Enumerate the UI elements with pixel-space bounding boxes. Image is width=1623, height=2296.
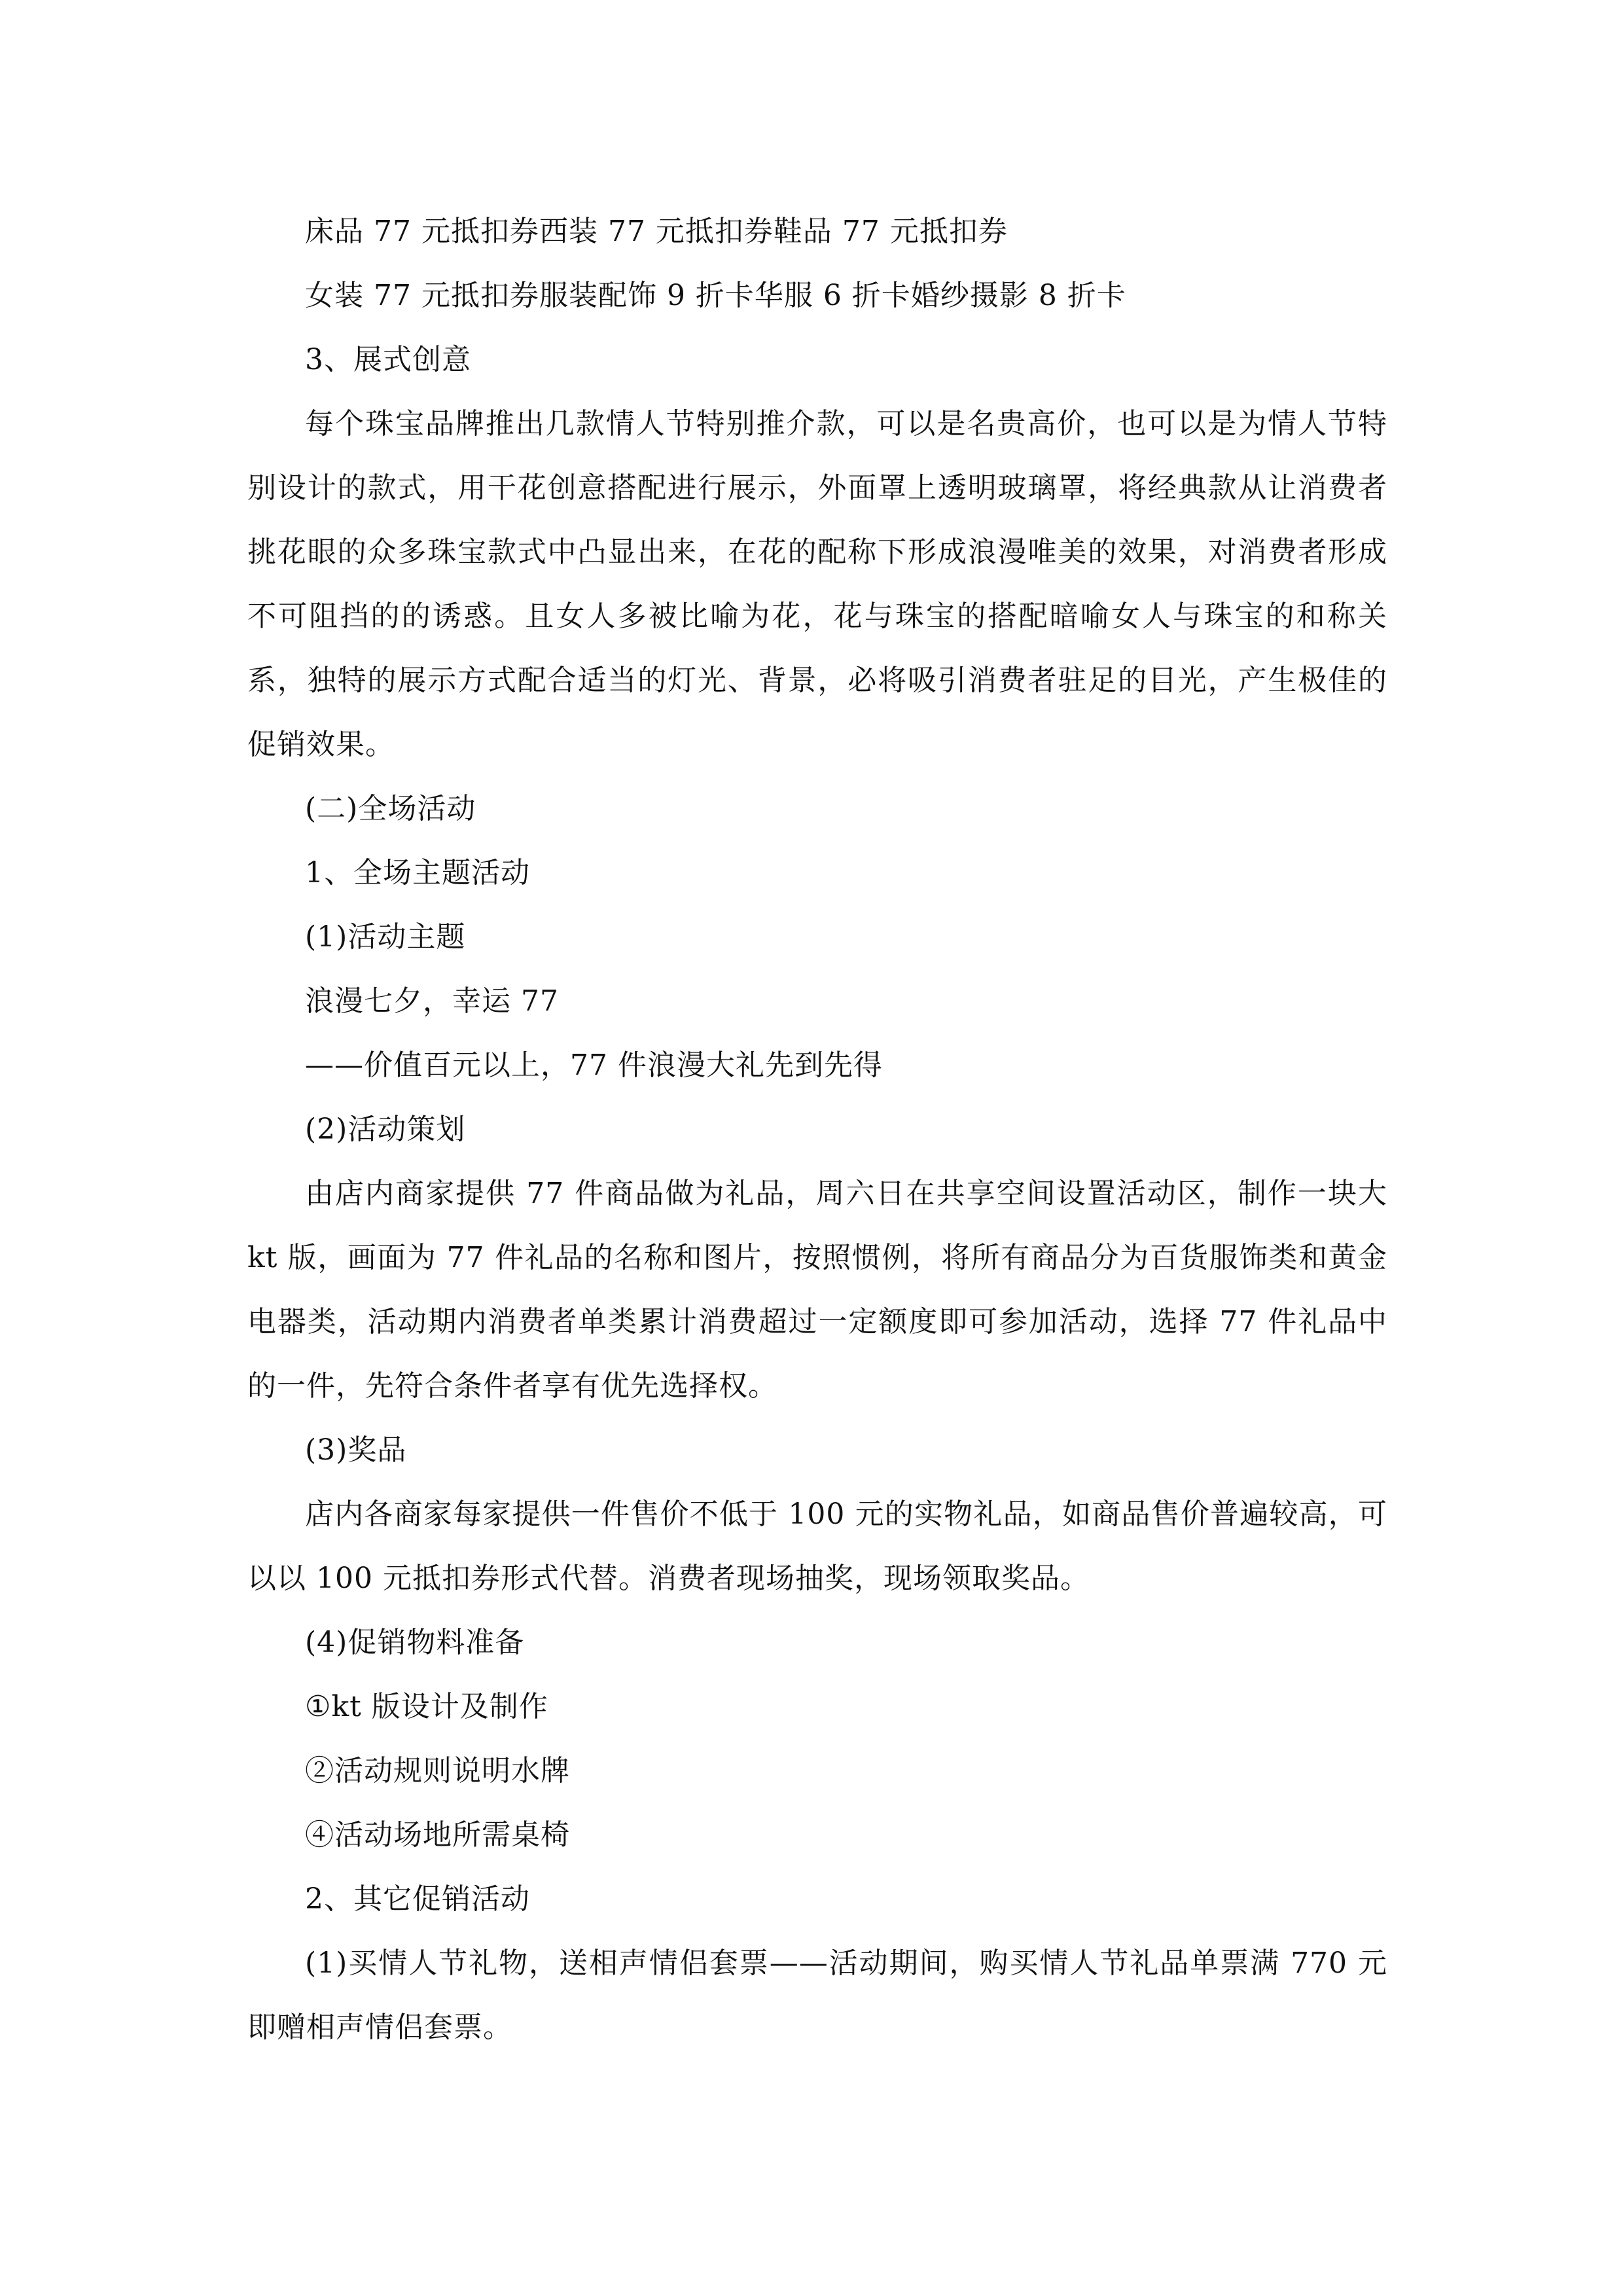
paragraph-prizes: 店内各商家每家提供一件售价不低于 100 元的实物礼品，如商品售价普遍较高，可以以 100 元抵扣券形式代替。消费者现场抽奖，现场领取奖品。	[247, 1498, 1387, 1595]
heading-promo-materials: (4)促销物料准备	[305, 1626, 525, 1659]
paragraph-vouchers-2: 女装 77 元抵扣券服装配饰 9 折卡华服 6 折卡婚纱摄影 8 折卡	[305, 279, 1126, 312]
heading-activity-theme: (1)活动主题	[305, 920, 466, 954]
paragraph-display-idea: 每个珠宝品牌推出几款情人节特别推介款，可以是名贵高价，也可以是为情人节特别设计的款式，用干花创意搭配进行展示，外面罩上透明玻璃罩，将经典款从让消费者挑花眼的众多珠宝款式中凸显出来，在花的配称下形成浪漫唯美的效果，对消费者形成不可阻挡的的诱惑。且女人多被比喻为花，花与珠宝的搭配暗喻女人与珠宝的和称关系，独特的展示方式配合适当的灯光、背景，必将吸引消费者驻足的目光，产生极佳的促销效果。	[247, 407, 1387, 761]
list-item-kt-board: ①kt 版设计及制作	[305, 1690, 548, 1723]
heading-display-idea: 3、展式创意	[305, 343, 471, 376]
list-item-rules-sign: ②活动规则说明水牌	[305, 1754, 570, 1787]
heading-storewide-activity: (二)全场活动	[305, 792, 476, 825]
paragraph-gift-tickets: (1)买情人节礼物，送相声情侣套票——活动期间，购买情人节礼品单票满 770 元即赠相声情侣套票。	[247, 1946, 1387, 2044]
list-item-tables-chairs: ④活动场地所需桌椅	[305, 1818, 570, 1852]
paragraph-theme-subslogan: ——价值百元以上，77 件浪漫大礼先到先得	[305, 1049, 883, 1082]
document-body	[247, 200, 1387, 2060]
heading-other-promotions: 2、其它促销活动	[305, 1882, 530, 1916]
heading-activity-planning: (2)活动策划	[305, 1113, 466, 1146]
heading-theme-activity: 1、全场主题活动	[305, 856, 530, 889]
paragraph-theme-slogan: 浪漫七夕，幸运 77	[305, 984, 559, 1018]
heading-prizes: (3)奖品	[305, 1433, 407, 1467]
paragraph-vouchers-1: 床品 77 元抵扣券西装 77 元抵扣券鞋品 77 元抵扣券	[305, 215, 1008, 248]
paragraph-activity-planning: 由店内商家提供 77 件商品做为礼品，周六日在共享空间设置活动区，制作一块大 kt 版，画面为 77 件礼品的名称和图片，按照惯例，将所有商品分为百货服饰类和黄金电器类，活动期内消费者单类累计消费超过一定额度即可参加活动，选择 77 件礼品中的一件，先符合条件者享有优先选择权。	[247, 1177, 1387, 1403]
